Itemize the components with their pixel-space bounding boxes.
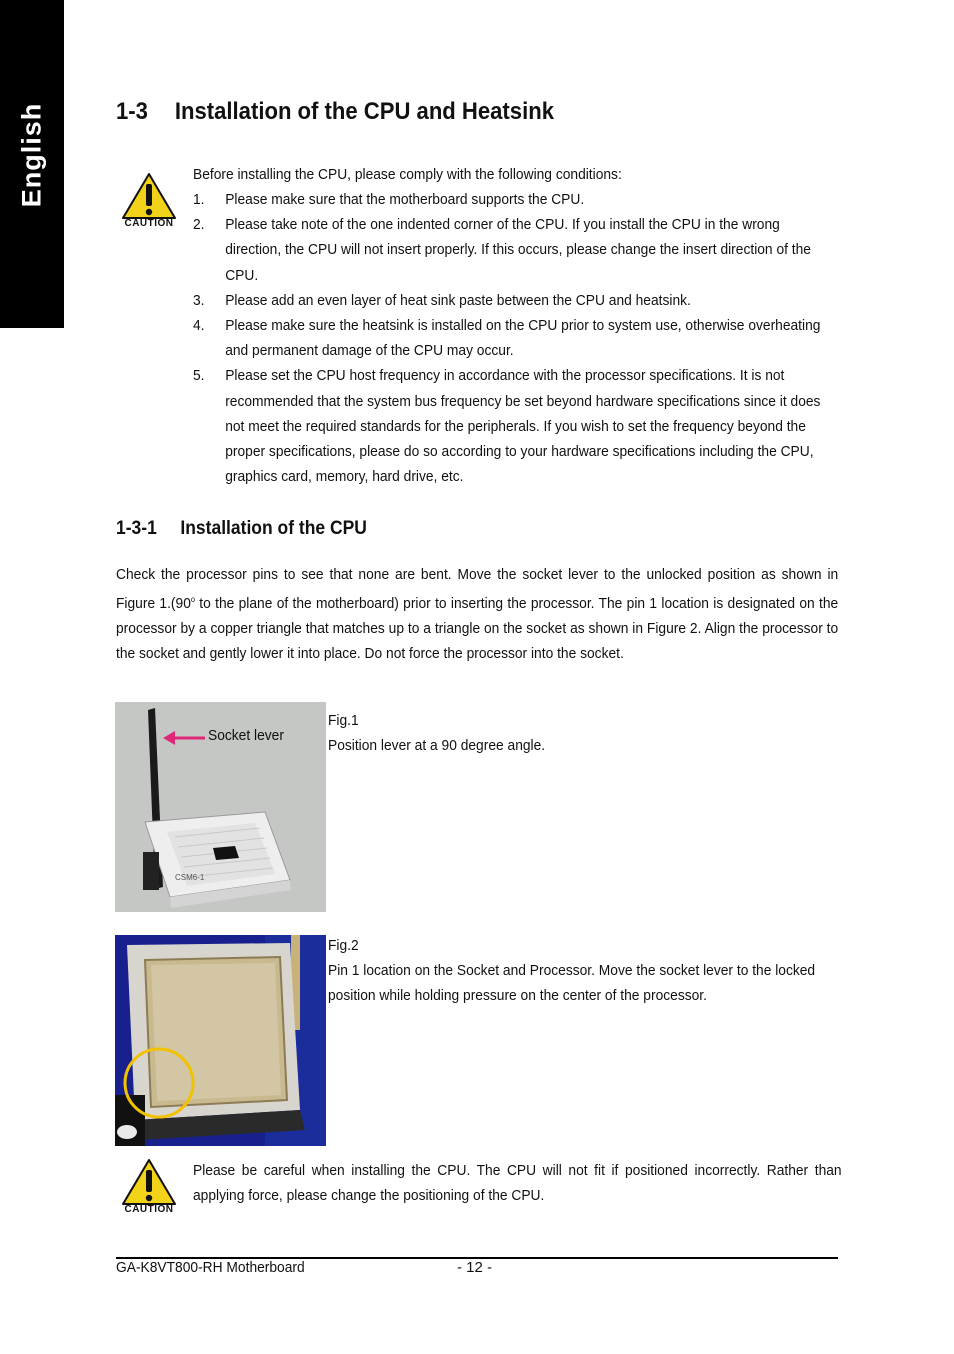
fig1-label: Fig.1 bbox=[328, 712, 359, 729]
list-item: 5. Please set the CPU host frequency in accordance with the processor specifications. It is not recommended that the system bus frequency be set beyond hardware specifications since it does not meet the required standards for the peripherals. If you wish to set the frequency beyond the proper specifications, please do so according to your hardware specifications including the CPU, graphics card, memory, hard drive, etc. bbox=[193, 367, 821, 486]
language-tab bbox=[0, 0, 64, 328]
caution-label: CAUTION bbox=[124, 1204, 174, 1215]
fig1-text: Position lever at a 90 degree angle. bbox=[328, 737, 546, 754]
list-item: 2. Please take note of the one indented corner of the CPU. If you install the CPU in the wrong direction, the CPU will not insert properly. If this occurs, please change the insert direction of the CPU. bbox=[193, 216, 811, 284]
page-number: - 12 - bbox=[457, 1259, 493, 1276]
figure-cpu-in-socket-photo bbox=[115, 935, 326, 1146]
socket-marking: CSM6-1 bbox=[175, 873, 205, 882]
section-number: 1-3 bbox=[116, 98, 148, 125]
list-item: 4. Please make sure the heatsink is installed on the CPU prior to system use, otherwise overheating and permanent damage of the CPU may occur. bbox=[193, 317, 821, 360]
socket-lever-callout: Socket lever bbox=[208, 727, 284, 744]
subsection-heading bbox=[116, 518, 367, 540]
caution-icon bbox=[121, 172, 177, 228]
fig2-text: Pin 1 location on the Socket and Processor. Move the socket lever to the locked position while holding pressure on the center of the processor. bbox=[328, 962, 816, 1004]
caution-note: Please be careful when installing the CPU. The CPU will not fit if positioned incorrectly. Rather than applying force, please change the positioning of the CPU. bbox=[193, 1162, 842, 1204]
section-heading bbox=[116, 98, 554, 126]
fig2-label: Fig.2 bbox=[328, 937, 359, 954]
caution-icon bbox=[121, 1158, 177, 1214]
section-title: Installation of the CPU and Heatsink bbox=[174, 98, 554, 125]
footer-model: GA-K8VT800-RH Motherboard bbox=[116, 1259, 305, 1276]
caution-label: CAUTION bbox=[124, 218, 174, 229]
subsection-number: 1-3-1 bbox=[116, 518, 157, 539]
conditions-list bbox=[193, 187, 837, 489]
list-item: 1. Please make sure that the motherboard supports the CPU. bbox=[193, 191, 585, 208]
fig2-caption bbox=[328, 933, 843, 1008]
list-item: 3. Please add an even layer of heat sink paste between the CPU and heatsink. bbox=[193, 291, 691, 309]
fig1-caption bbox=[328, 708, 843, 758]
intro-text: Before installing the CPU, please comply with the following conditions: bbox=[193, 166, 622, 183]
instructions-paragraph: Check the processor pins to see that none are bent. Move the socket lever to the unlocked position as shown in Figure 1.(90$^o$ to the plane of the motherboard) prior to inserting the processor. The pin 1 location is designated on the processor by a copper triangle that matches up to a triangle on the socket as shown in Figure 2. Align the processor to the socket and gently lower it into place. Do not force the processor into the socket. bbox=[116, 566, 839, 662]
language-label: English bbox=[16, 102, 47, 208]
subsection-title: Installation of the CPU bbox=[180, 518, 367, 539]
